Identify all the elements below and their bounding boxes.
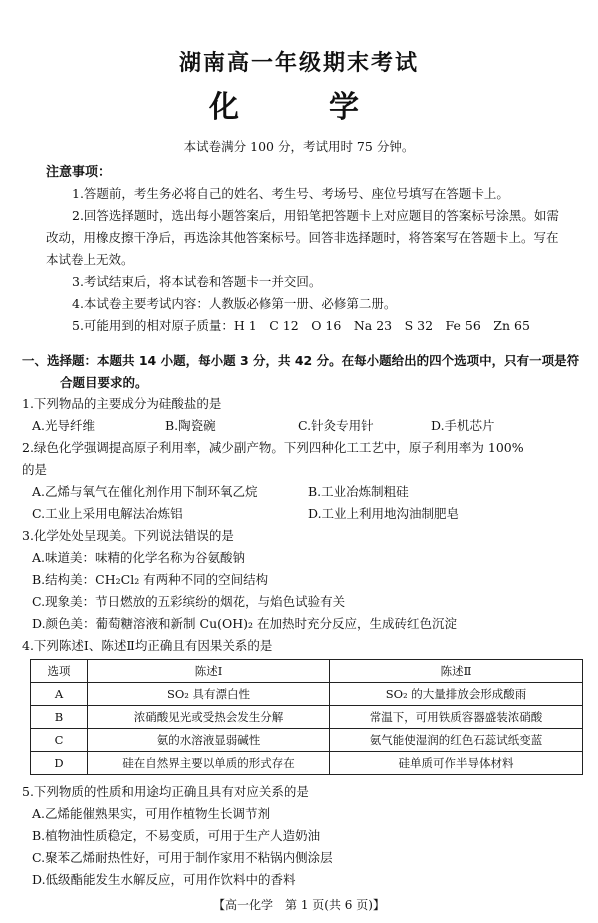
notice-list <box>46 183 568 337</box>
notice-item: 5.可能用到的相对原子质量：H 1 C 12 O 16 Na 23 S 32 Fe 56 Zn 65 <box>72 318 530 333</box>
notice-item: 4.本试卷主要考试内容：人教版必修第一册、必修第二册。 <box>72 296 397 311</box>
section-heading <box>22 350 582 394</box>
option-row <box>22 415 584 437</box>
option-row <box>22 481 584 503</box>
table-cell: B <box>31 706 88 729</box>
question-stem: 2.绿色化学强调提高原子利用率，减少副产物。下列四种化工工艺中，原子利用率为 100% <box>22 440 524 455</box>
table-cell: D <box>31 752 88 775</box>
option-a: A.乙烯能催熟果实，可用作植物生长调节剂 <box>32 806 271 821</box>
notice-item: 2.回答选择题时，选出每小题答案后，用铅笔把答题卡上对应题目的答案标号涂黑。如需改动，用橡皮擦干净后，再选涂其他答案标号。回答非选择题时，将答案写在答题卡上。写在本试卷上无效。 <box>46 208 559 267</box>
question-stem-cont: 的是 <box>22 462 48 477</box>
option-a: A.乙烯与氧气在催化剂作用下制环氧乙烷 <box>32 484 258 499</box>
exam-intro: 本试卷满分 100 分，考试用时 75 分钟。 <box>183 139 415 154</box>
section-line: 一、选择题：本题共 14 小题，每小题 3 分，共 42 分。在每小题给出的四个选项中，只有一项是符 <box>22 353 580 368</box>
question-stem: 1.下列物品的主要成分为硅酸盐的是 <box>22 396 222 411</box>
option-d: D.手机芯片 <box>431 418 495 433</box>
table-header: 选项 <box>31 660 88 683</box>
table-cell: SO₂ 的大量排放会形成酸雨 <box>330 683 583 706</box>
table-row <box>31 752 583 775</box>
table-cell: A <box>31 683 88 706</box>
subject-title: 化 学 <box>209 90 389 125</box>
table-cell: 氨气能使湿润的红色石蕊试纸变蓝 <box>330 729 583 752</box>
statement-table <box>30 659 583 775</box>
table-row <box>31 706 583 729</box>
question-5 <box>22 781 584 891</box>
table-row <box>31 683 583 706</box>
table-header: 陈述Ⅰ <box>88 660 330 683</box>
exam-title: 湖南高一年级期末考试 <box>178 51 419 76</box>
notice-item: 3.考试结束后，将本试卷和答题卡一并交回。 <box>72 274 322 289</box>
page-footer: 【高一化学 第 1 页(共 6 页)】 <box>213 898 385 912</box>
table-cell: 硅在自然界主要以单质的形式存在 <box>88 752 330 775</box>
question-4 <box>22 635 584 775</box>
option-a: A.味道美：味精的化学名称为谷氨酸钠 <box>32 550 246 565</box>
table-cell: 氨的水溶液显弱碱性 <box>88 729 330 752</box>
table-cell: C <box>31 729 88 752</box>
option-d: D.工业上利用地沟油制肥皂 <box>308 506 460 521</box>
question-2 <box>22 437 584 525</box>
table-cell: 浓硝酸见光或受热会发生分解 <box>88 706 330 729</box>
option-d: D.颜色美：葡萄糖溶液和新制 Cu(OH)₂ 在加热时充分反应，生成砖红色沉淀 <box>32 616 458 631</box>
question-3 <box>22 525 584 635</box>
table-cell: SO₂ 具有漂白性 <box>88 683 330 706</box>
question-stem: 5.下列物质的性质和用途均正确且具有对应关系的是 <box>22 784 309 799</box>
option-d: D.低级酯能发生水解反应，可用作饮料中的香料 <box>32 872 296 887</box>
option-b: B.结构美：CH₂Cl₂ 有两种不同的空间结构 <box>32 572 269 587</box>
option-row <box>22 503 584 525</box>
option-b: B.陶瓷碗 <box>165 418 216 433</box>
option-b: B.工业冶炼制粗硅 <box>308 484 409 499</box>
question-stem: 3.化学处处呈现美。下列说法错误的是 <box>22 528 234 543</box>
option-a: A.光导纤维 <box>32 418 96 433</box>
section-line: 合题目要求的。 <box>60 375 148 390</box>
option-c: C.针灸专用针 <box>298 418 374 433</box>
question-list <box>22 393 584 891</box>
option-c: C.现象美：节日燃放的五彩缤纷的烟花，与焰色试验有关 <box>32 594 346 609</box>
notice-heading: 注意事项： <box>46 165 112 180</box>
table-row <box>31 729 583 752</box>
question-1 <box>22 393 584 437</box>
table-header-row <box>31 660 583 683</box>
option-c: C.聚苯乙烯耐热性好，可用于制作家用不粘锅内侧涂层 <box>32 850 333 865</box>
question-stem: 4.下列陈述Ⅰ、陈述Ⅱ均正确且有因果关系的是 <box>22 638 273 653</box>
table-header: 陈述Ⅱ <box>330 660 583 683</box>
table-cell: 硅单质可作半导体材料 <box>330 752 583 775</box>
table-cell: 常温下，可用铁质容器盛装浓硝酸 <box>330 706 583 729</box>
option-b: B.植物油性质稳定，不易变质，可用于生产人造奶油 <box>32 828 321 843</box>
notice-item: 1.答题前，考生务必将自己的姓名、考生号、考场号、座位号填写在答题卡上。 <box>72 186 509 201</box>
option-c: C.工业上采用电解法冶炼铝 <box>32 506 183 521</box>
